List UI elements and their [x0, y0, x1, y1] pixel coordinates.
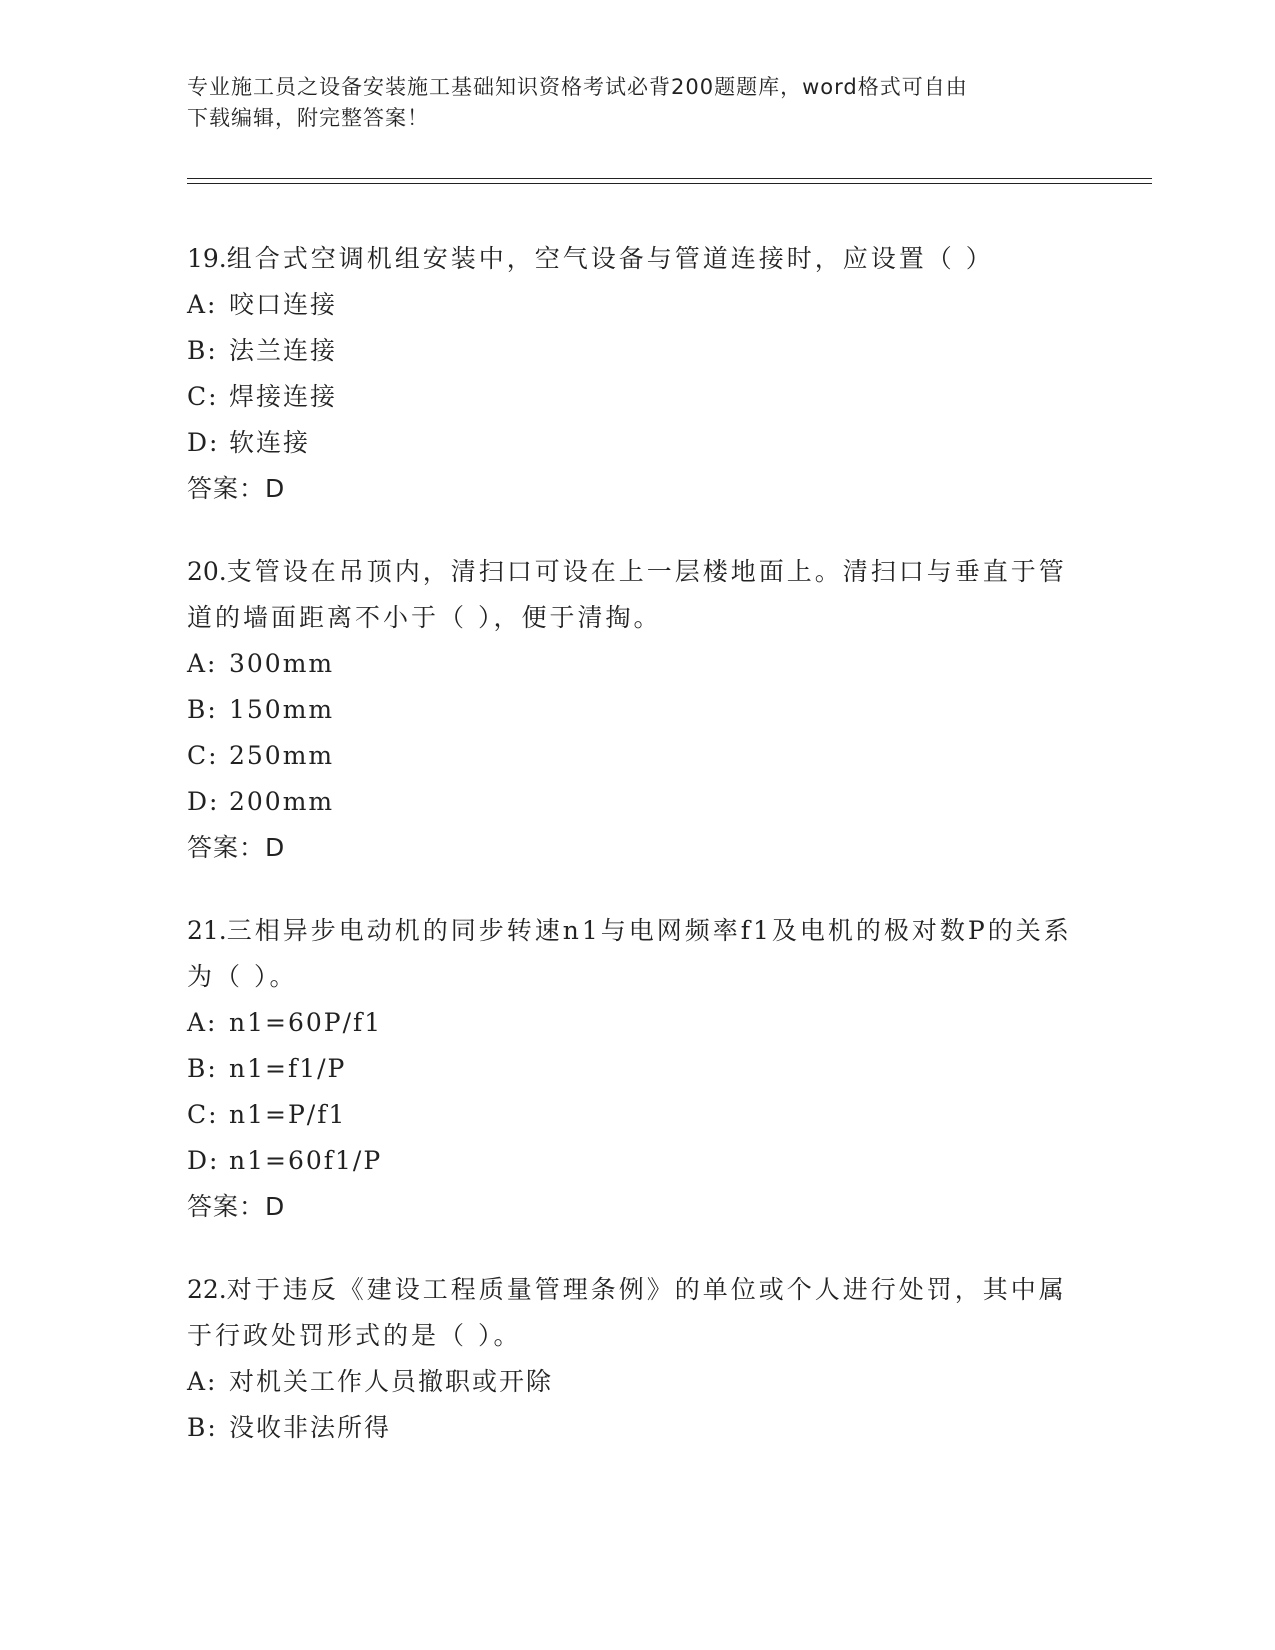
option-d	[187, 779, 1087, 825]
question-stem	[187, 908, 1087, 1000]
option-text: 咬口连接	[229, 290, 338, 319]
option-text: 焊接连接	[229, 382, 338, 411]
option-key: D:	[187, 787, 220, 816]
question-21	[187, 908, 1087, 1230]
question-text: 支管设在吊顶内，清扫口可设在上一层楼地面上。清扫口与垂直于管道的墙面距离不小于（ ），便于清掏。	[187, 557, 1067, 632]
option-text: n1=60P/f1	[229, 1008, 383, 1037]
question-text: 对于违反《建设工程质量管理条例》的单位或个人进行处罚，其中属于行政处罚形式的是（ ）。	[187, 1275, 1067, 1350]
question-text: 三相异步电动机的同步转速n1与电网频率f1及电机的极对数P的关系为（ ）。	[187, 916, 1072, 991]
option-key: B:	[187, 336, 218, 365]
question-list	[187, 236, 1087, 1488]
question-22	[187, 1267, 1087, 1451]
option-text: 没收非法所得	[229, 1413, 392, 1442]
question-20	[187, 549, 1087, 871]
question-number: 22.	[187, 1275, 227, 1304]
option-a	[187, 641, 1087, 687]
option-key: D:	[187, 1146, 220, 1175]
option-c	[187, 1092, 1087, 1138]
question-number: 21.	[187, 916, 227, 945]
option-a	[187, 1359, 1087, 1405]
question-stem	[187, 236, 1087, 282]
option-text: 150mm	[229, 695, 335, 724]
question-number: 19.	[187, 244, 227, 273]
question-stem	[187, 549, 1087, 641]
option-text: 300mm	[229, 649, 335, 678]
option-a	[187, 1000, 1087, 1046]
option-text: 法兰连接	[229, 336, 338, 365]
option-key: C:	[187, 1100, 219, 1129]
option-key: D:	[187, 428, 220, 457]
option-b	[187, 328, 1087, 374]
document-header	[187, 72, 1067, 134]
option-key: A:	[187, 290, 218, 319]
question-stem	[187, 1267, 1087, 1359]
option-c	[187, 374, 1087, 420]
option-a	[187, 282, 1087, 328]
header-line-2: 下载编辑，附完整答案！	[187, 106, 429, 130]
option-text: 对机关工作人员撤职或开除	[229, 1367, 554, 1396]
option-text: 250mm	[229, 741, 335, 770]
answer-line: 答案：D	[187, 474, 286, 503]
option-b	[187, 687, 1087, 733]
option-key: B:	[187, 1413, 218, 1442]
option-key: C:	[187, 741, 219, 770]
option-key: A:	[187, 649, 218, 678]
option-d	[187, 420, 1087, 466]
option-c	[187, 733, 1087, 779]
option-text: n1=f1/P	[229, 1054, 347, 1083]
option-key: A:	[187, 1008, 218, 1037]
option-b	[187, 1405, 1087, 1451]
option-d	[187, 1138, 1087, 1184]
question-number: 20.	[187, 557, 227, 586]
option-text: n1=60f1/P	[229, 1146, 383, 1175]
option-text: n1=P/f1	[229, 1100, 347, 1129]
question-19	[187, 236, 1087, 512]
option-key: C:	[187, 382, 219, 411]
option-key: A:	[187, 1367, 218, 1396]
option-key: B:	[187, 695, 218, 724]
header-divider-bottom	[187, 183, 1152, 184]
option-b	[187, 1046, 1087, 1092]
header-divider-top	[187, 178, 1152, 179]
header-line-1: 专业施工员之设备安装施工基础知识资格考试必背200题题库，word格式可自由	[187, 75, 968, 99]
option-text: 软连接	[229, 428, 311, 457]
answer-line: 答案：D	[187, 1192, 286, 1221]
option-text: 200mm	[229, 787, 335, 816]
option-key: B:	[187, 1054, 218, 1083]
answer-line: 答案：D	[187, 833, 286, 862]
question-text: 组合式空调机组安装中，空气设备与管道连接时，应设置（ ）	[226, 244, 994, 273]
